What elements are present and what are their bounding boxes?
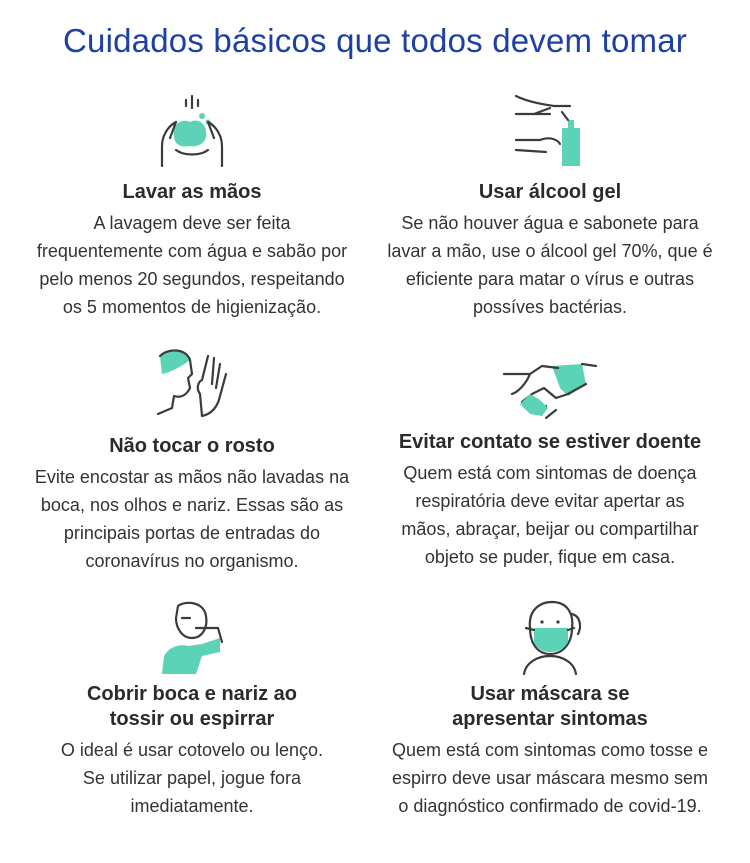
text-line: objeto se puder, fique em casa. [424,547,676,567]
text-line: O ideal é usar cotovelo ou lenço. [60,740,324,760]
card-mask [370,598,730,820]
card-cover-cough [12,598,372,820]
text-line: espirro deve usar máscara mesmo sem [391,768,709,788]
card-title: Evitar contato se estiver doente [398,431,702,453]
title-line: tossir ou espirrar [109,708,275,730]
card-text [12,736,372,820]
text-line: Quem está com sintomas como tosse e [391,740,709,760]
title-line: Usar máscara se [470,683,630,705]
face-touch-icon [152,344,232,424]
text-line: boca, nos olhos e nariz. Essas são as [40,495,344,515]
text-line: mãos, abraçar, beijar ou compartilhar [401,519,699,539]
text-line: pelo menos 20 segundos, respeitando [39,269,345,289]
card-title [12,682,372,732]
text-line: A lavagem deve ser feita [93,213,291,233]
card-text [370,736,730,820]
text-line: respiratória deve evitar apertar as [415,491,685,511]
text-line: o diagnóstico confirmado de covid-19. [398,796,702,816]
face-mask-icon [510,598,590,676]
title-line: apresentar sintomas [452,708,648,730]
text-line: coronavírus no organismo. [85,551,299,571]
text-line: lavar a mão, use o álcool gel 70%, que é [387,241,713,261]
text-line: frequentemente com água e sabão por [36,241,348,261]
text-line: possíves bactérias. [472,297,628,317]
text-line: Evite encostar as mãos não lavadas na [34,467,350,487]
text-line: Se utilizar papel, jogue fora [82,768,302,788]
text-line: eficiente para matar o vírus e outras [405,269,695,289]
card-title [370,682,730,732]
text-line: Quem está com sintomas de doença [403,463,697,483]
cough-elbow-icon [152,598,232,676]
hand-washing-icon [152,92,232,172]
card-title: Não tocar o rosto [109,435,275,457]
card-alcohol-gel [370,92,730,321]
card-text [370,459,730,571]
title-line: Cobrir boca e nariz ao [86,683,298,705]
card-no-face-touch [12,344,372,575]
alcohol-gel-icon [510,92,590,172]
card-text [12,209,372,321]
card-text [370,209,730,321]
handshake-icon [502,358,598,422]
text-line: Se não houver água e sabonete para [401,213,699,233]
page-title: Cuidados básicos que todos devem tomar [63,22,687,59]
card-avoid-contact [370,358,730,571]
text-line: os 5 momentos de higienização. [62,297,322,317]
text-line: imediatamente. [130,796,254,816]
card-text [12,463,372,575]
card-wash-hands [12,92,372,321]
card-title: Lavar as mãos [122,181,262,203]
card-title: Usar álcool gel [478,181,622,203]
text-line: principais portas de entradas do [63,523,321,543]
